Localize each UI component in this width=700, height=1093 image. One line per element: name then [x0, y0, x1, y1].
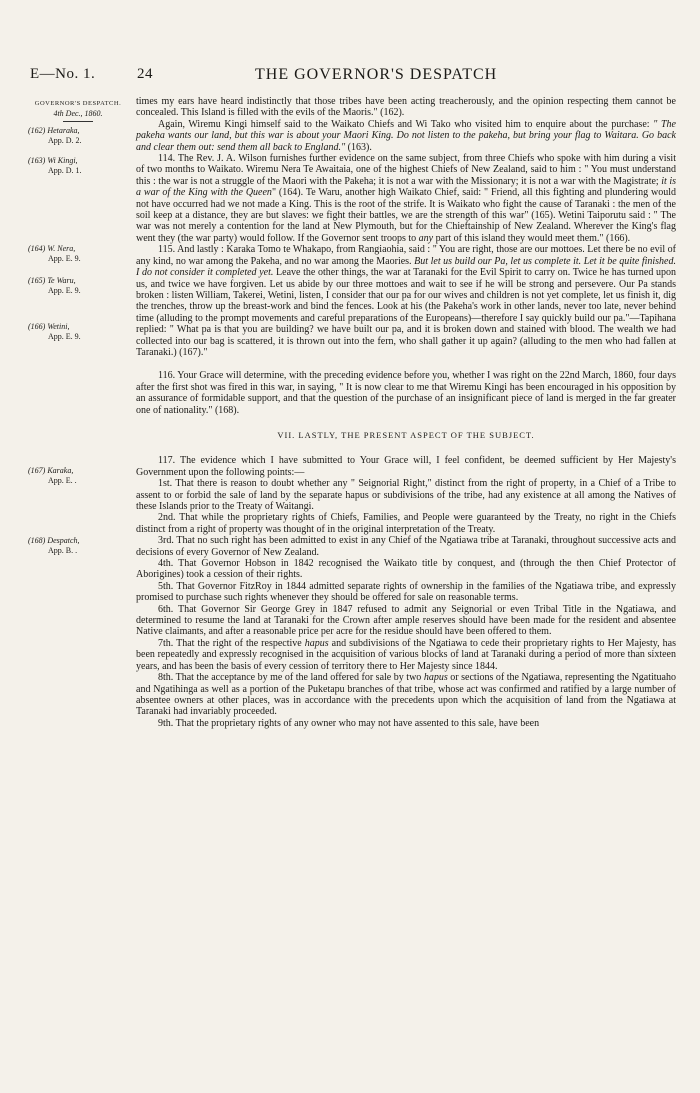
list-item: 1st. That there is reason to doubt whether any " Seignorial Right," distinct from the right of property, in a Chief of a Tribe to assent to or forbid the sale of land by the separate hapus or subdivisions of the tribe, had any existence at all among the Natives of these Islands prior to the Treaty of Waitangi. [136, 478, 676, 512]
margin-note: (163) Wi Kingi, App. D. 1. [28, 156, 82, 175]
margin-note: (168) Despatch, App. B. . [28, 536, 80, 555]
list-item: 7th. That the right of the respective hapus and subdivisions of the Ngatiawa to cede their proprietary rights to Her Majesty, has been repeatedly and expressly recognised in the acquisition of various blocks of land at Taranaki during a period of more than sixteen years, and has been the basis of every cession of territory there to Her Majesty since 1844. [136, 637, 676, 672]
list-item: 4th. That Governor Hobson in 1842 recognised the Waikato title by conquest, and (through the then Chief Protector of Aborigines) took a cession of their rights. [136, 558, 676, 581]
margin-despatch-title: GOVERNOR'S DESPATCH. [34, 100, 122, 107]
margin-note: (164) W. Nera, App. E. 9. [28, 244, 81, 263]
points-list [136, 478, 676, 729]
list-item: 6th. That Governor Sir George Grey in 1847 refused to admit any Seignorial or even Tribal Title in the Ngatiawa, and determined to resume the land at Taranaki for the Crown after ample reserves should have been made for the resident and absentee Native claimants, and after a reasonable price per acre for the residue should have been offered to them. [136, 603, 676, 638]
body-text [136, 96, 676, 729]
margin-note: (162) Hetaraka, App. D. 2. [28, 126, 82, 145]
margin-despatch-label [28, 98, 128, 124]
document-reference: E—No. 1. [30, 66, 96, 82]
margin-despatch-date: 4th Dec., 1860. [53, 109, 103, 118]
list-item: 2nd. That while the proprietary rights of Chiefs, Families, and People were guaranteed by the Treaty, no right in the Chiefs distinct from a right of property was thought of in the original interpretation of the Treaty. [136, 512, 676, 535]
paragraph: times my ears have heard indistinctly that those tribes have been acting treacherously, and the opinion respecting them cannot be concealed. This Island is filled with the evils of the Maoris." (162). [136, 96, 676, 119]
margin-note: (167) Karaka, App. E. . [28, 466, 77, 485]
paragraph-114: 114. The Rev. J. A. Wilson furnishes further evidence on the same subject, from three Chiefs who spoke with him during a visit of two months to Waikato. Wiremu Nera Te Awaitaia, one of the highest Chiefs of New Zealand, said to him : " You must understand this : the war is not a struggle of the Maori with the Pakeha; it is not a war with the Missionary; it is not a war with the Magistrate; it is a war of the King with the Queen" (164). Te Waru, another high Waikato Chief, said: " Friend, all this fighting and plundering would not have occurred had we not made a King. This is the root of the strife. It is Waikato who fight the cause of Taranaki : the men of the soil keep at a distance, they are but slaves: we fight their battles, we are the strength of this war" (165). Wetini Taiporutu said : " The war was not merely a contention for the land at New Plymouth, but for the Chieftainship of New Zealand. Wherever the King's flag went they (the war party) would follow. If the Governor sent troops to any part of this island they would meet them." (166). [136, 153, 676, 244]
list-item: 5th. That Governor FitzRoy in 1844 admitted separate rights of ownership in the families of the Ngatiawa tribe, and expressly promised to purchase such rights whenever they should be offered for sale on reasonable terms. [136, 580, 676, 604]
list-item: 3rd. That no such right has been admitted to exist in any Chief of the Ngatiawa tribe at Taranaki, throughout successive acts and decisions of every Governor of New Zealand. [136, 535, 676, 558]
page-title: THE GOVERNOR'S DESPATCH [255, 66, 498, 83]
paragraph: Again, Wiremu Kingi himself said to the Waikato Chiefs and Wi Tako who visited him to enquire about the purchase: " The pakeha wants our land, but this war is about your Maori King. Do not listen to the pakeha, but bring your flag to Waitara. Go back and clear them out: send them all back to England." (163). [136, 118, 676, 153]
list-item: 9th. That the proprietary rights of any owner who may not have assented to this sale, have been [158, 717, 540, 729]
margin-note: (165) Te Waru, App. E. 9. [28, 276, 81, 295]
paragraph-115: 115. And lastly : Karaka Tomo te Whakapo, from Rangiaohia, said : " You are right, those are our mottoes. Let there be no evil of any kind, no war among the Pakeha, and no war among the Maories. But let us build our Pa, let us complete it. Let it be quite finished. I do not consider it completed yet. Leave the other things, the war at Taranaki for the Evil Spirit to carry on. Twice he has turned upon us, and twice we have forgiven. Let us abide by our three mottoes and wait to see if he will be strong and persevere. Our Pa stands broken : listen William, Takerei, Wetini, listen, I consider that our pa for our wives and children is not yet complete, let us finish it, dig the trenches, throw up the breast-work and bind the fences. Look at his (the Pakeha's work in other lands, never too late, never behind time (alluding to the prompt movements and careful preparations of the Europeans)—therefore I say quickly build our pa."—Tapihana replied: " What pa is that you are building? we have built our pa, and it is broken down and stained with blood. The wealth we had collected into our bag is scattered, it is thrown out into the fern, who shall gather it up again? (alluding to the men who had fallen at Taranaki.) (167)." [136, 244, 676, 358]
page-number: 24 [137, 66, 153, 82]
paragraph-116: 116. Your Grace will determine, with the preceding evidence before you, whether I was right on the 22nd March, 1860, four days after the first shot was fired in this war, in saying, " It is now clear to me that Wiremu Kingi has been encouraged in his opposition by an assurance of formidable support, and that the question of the purchase of an insignificant piece of land is merged in the far greater one of nationality." (168). [136, 370, 676, 416]
paragraph-117: 117. The evidence which I have submitted to Your Grace will, I feel confident, be deemed sufficient by Her Majesty's Government upon the following points:— [136, 455, 676, 478]
list-item: 8th. That the acceptance by me of the land offered for sale by two hapus or sections of the Ngatiawa, representing the Ngatituaho and Ngatihinga as well as a portion of the Puketapu branches of that tribe, whose act was confirmed and ratified by a large number of absentee owners at other places, was in accordance with the precedents upon which the acquisition of land from the Ngatiawa at Taranaki had invariably proceeded. [136, 672, 677, 718]
margin-rule [63, 121, 93, 122]
margin-note: (166) Wetini, App. E. 9. [28, 322, 81, 341]
section-heading: VII. LASTLY, THE PRESENT ASPECT OF THE SUBJECT. [277, 429, 535, 440]
